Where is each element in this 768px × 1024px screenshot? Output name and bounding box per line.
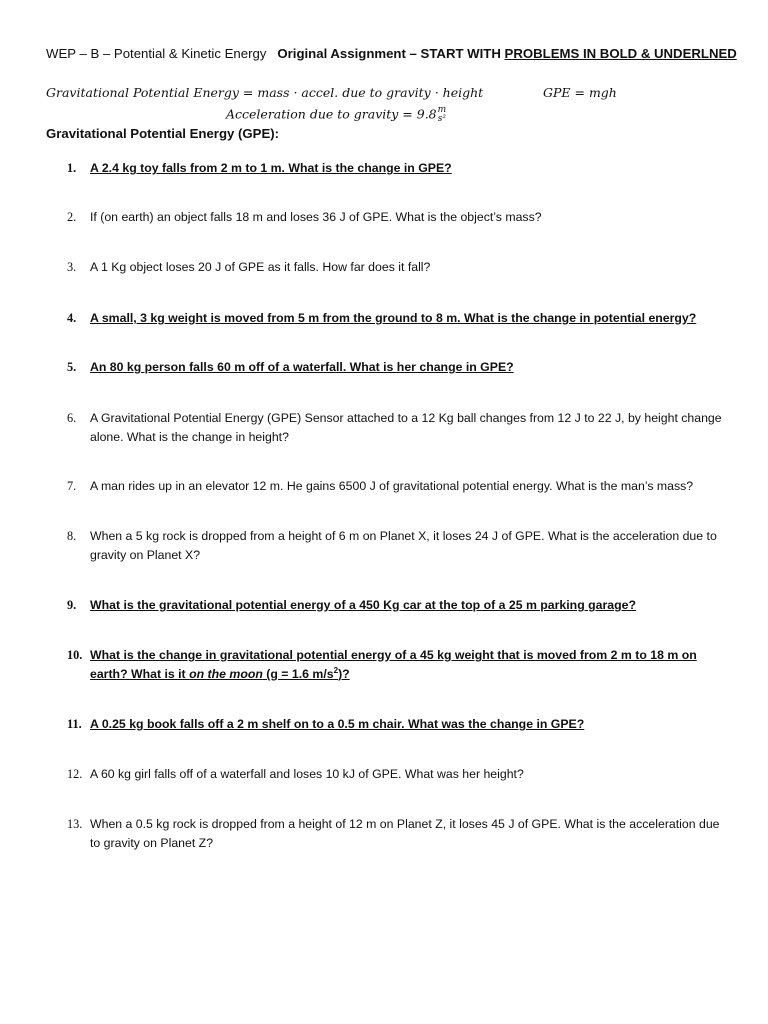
problem-text: What is the gravitational potential energy of a 450 Kg car at the top of a 25 m parking garage? (90, 598, 636, 612)
section-title: Gravitational Potential Energy (GPE): (46, 126, 280, 141)
problem-number: 12. (67, 767, 83, 781)
problem-text-italic: on the moon (189, 667, 263, 681)
problem-number: 9. (67, 598, 77, 612)
problem-number: 8. (67, 529, 77, 543)
problem-text: A 0.25 kg book falls off a 2 m shelf on to a 0.5 m chair. What was the change in GPE? (90, 717, 585, 731)
problem-text-part: (g = 1.6 m/s (262, 667, 334, 681)
problem-number: 6. (67, 411, 77, 425)
gravity-unit-numerator: m (437, 105, 447, 115)
problem-text: A man rides up in an elevator 12 m. He gains 6500 J of gravitational potential energy. What is the man’s mass? (90, 479, 694, 493)
problem-number: 1. (67, 161, 77, 175)
problem-number: 5. (67, 360, 77, 374)
problem-number: 10. (67, 648, 83, 662)
problem-number: 2. (67, 210, 77, 224)
problem-text-part: What is the change in gravitational potential energy of a 45 kg weight that is moved from 2 m to 18 m on earth? What is it (90, 648, 697, 681)
problem-text: When a 0.5 kg rock is dropped from a height of 12 m on Planet Z, it loses 45 J of GPE. What is the acceleration due to gravity on Planet Z? (90, 817, 720, 850)
problem-text-part: )? (338, 667, 350, 681)
gravity-unit-fraction (438, 106, 447, 124)
gravity-formula (226, 106, 446, 124)
problem-number: 13. (67, 817, 83, 831)
problem-text: If (on earth) an object falls 18 m and loses 36 J of GPE. What is the object’s mass? (90, 210, 542, 224)
problem-text-superscript: 2 (333, 665, 339, 675)
assignment-instruction: Original Assignment – START WITH (277, 46, 505, 61)
problem-text (90, 646, 722, 684)
problem-number: 3. (67, 260, 77, 274)
gpe-definition-formula: Gravitational Potential Energy = mass · accel. due to gravity · height (46, 85, 484, 100)
problem-text: A 2.4 kg toy falls from 2 m to 1 m. What is the change in GPE? (90, 161, 452, 175)
problem-number: 4. (67, 311, 77, 325)
gravity-formula-text: Acceleration due to gravity = 9.8 (226, 106, 437, 122)
assignment-emphasis: PROBLEMS IN BOLD & UNDERLNED (504, 46, 737, 61)
gravity-unit-denominator: s² (437, 114, 447, 124)
problem-text: A Gravitational Potential Energy (GPE) Sensor attached to a 12 Kg ball changes from 12 J to 22 J, by height change alone. What is the change in height? (90, 411, 722, 444)
problem-text: A 60 kg girl falls off of a waterfall and loses 10 kJ of GPE. What was her height? (90, 767, 524, 781)
problem-text: A 1 Kg object loses 20 J of GPE as it falls. How far does it fall? (90, 260, 431, 274)
problem-text: When a 5 kg rock is dropped from a height of 6 m on Planet X, it loses 24 J of GPE. What is the acceleration due to gravity on Planet X? (90, 529, 717, 562)
worksheet-header (46, 46, 746, 61)
problem-text: An 80 kg person falls 60 m off of a waterfall. What is her change in GPE? (90, 360, 514, 374)
course-title: WEP – B – Potential & Kinetic Energy (46, 46, 267, 61)
gpe-short-formula: GPE = mgh (543, 85, 617, 100)
problem-number: 11. (67, 717, 82, 731)
problem-number: 7. (67, 479, 77, 493)
problem-text: A small, 3 kg weight is moved from 5 m from the ground to 8 m. What is the change in potential energy? (90, 311, 697, 325)
